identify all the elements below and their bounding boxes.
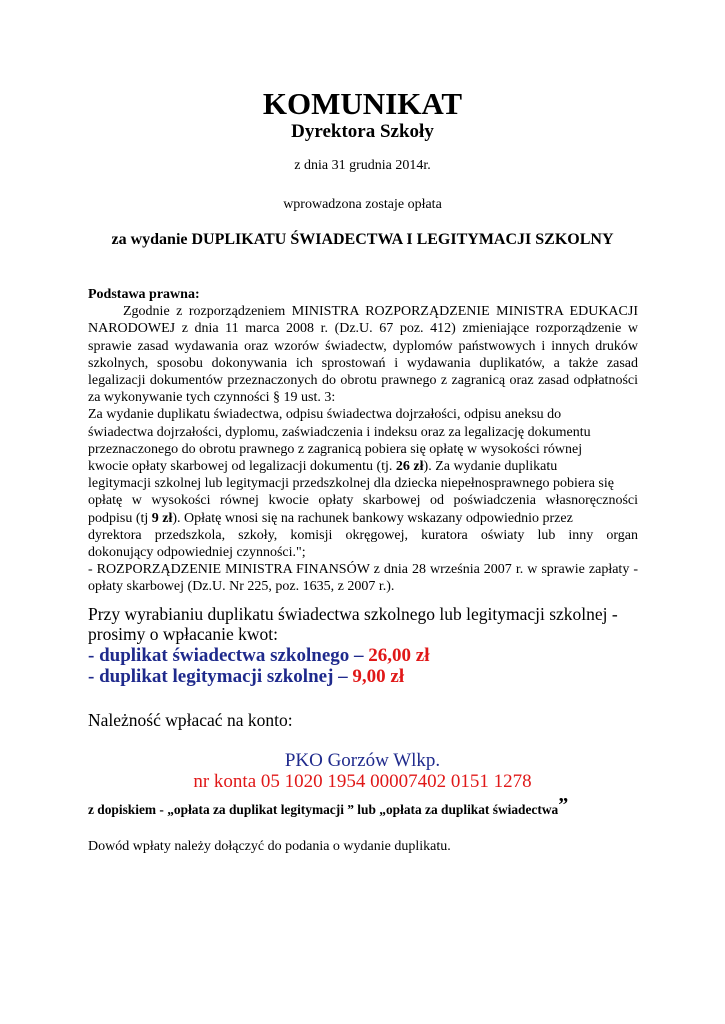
legal-line <box>88 510 638 527</box>
legal-line: legitymacji szkolnej lub legitymacji przedszkolnej dla dziecka niepełnosprawnego pobiera się <box>88 476 614 492</box>
intro-line: wprowadzona zostaje opłata <box>283 197 442 212</box>
legal-basis-section <box>88 286 638 596</box>
legal-paragraph-finance: - ROZPORZĄDZENIE MINISTRA FINANSÓW z dnia 28 września 2007 r. w sprawie zapłaty - opłaty skarbowej (Dz.U. Nr 225, poz. 1635, z 2007 r.). <box>88 562 638 595</box>
legal-line: przeznaczonego do obrotu prawnego z zagranicą pobiera się opłatę w wysokości równej <box>88 441 583 457</box>
legal-line <box>88 458 638 475</box>
account-label: Należność wpłacać na konto: <box>88 710 293 730</box>
payment-request-text: Przy wyrabianiu duplikatu świadectwa szkolnego lub legitymacji szkolnej - prosimy o wpłacanie kwot: <box>88 604 618 644</box>
legal-text: podpisu (tj <box>88 510 152 526</box>
legal-text: kwocie opłaty skarbowej od legalizacji dokumentu (tj. <box>88 459 396 475</box>
payment-note <box>88 794 569 819</box>
fee-item-price: 26,00 zł <box>368 645 430 666</box>
issue-date: z dnia 31 grudnia 2014r. <box>294 158 431 173</box>
fee-item-price: 9,00 zł <box>352 666 405 687</box>
page-subtitle: Dyrektora Szkoły <box>291 121 434 142</box>
legal-line: Za wydanie duplikatu świadectwa, odpisu świadectwa dojrzałości, odpisu aneksu do <box>88 407 562 423</box>
legal-line: świadectwa dojrzałości, dyplomu, zaświadczenia i indeksu oraz za legalizację dokumentu <box>88 424 591 440</box>
account-number: nr konta 05 1020 1954 00007402 0151 1278 <box>193 771 532 792</box>
footer-instruction: Dowód wpłaty należy dołączyć do podania o wydanie duplikatu. <box>88 839 451 854</box>
fee-amount-id-card: 9 zł <box>151 510 173 526</box>
payment-note-text: z dopiskiem - „opłata za duplikat legitymacji ” lub „opłata za duplikat świadectwa <box>88 802 559 817</box>
fee-item-label: - duplikat świadectwa szkolnego – <box>88 645 369 666</box>
legal-text: ). Za wydanie duplikatu <box>423 459 558 475</box>
closing-quote: ” <box>558 794 569 816</box>
fee-item-id-card <box>88 666 648 688</box>
page-title: KOMUNIKAT <box>262 86 463 121</box>
fee-item-certificate <box>88 645 648 667</box>
fee-title: za wydanie DUPLIKATU ŚWIADECTWA I LEGITYMACJI SZKOLNY <box>111 231 614 248</box>
payment-request <box>88 604 648 644</box>
legal-line: opłatę w wysokości równej kwocie opłaty skarbowej od poświadczenia własnoręczności <box>88 493 638 509</box>
fee-amount-certificate: 26 zł <box>395 459 424 475</box>
legal-line: dokonujący odpowiedniej czynności."; <box>88 545 306 561</box>
legal-text: ). Opłatę wnosi się na rachunek bankowy wskazany odpowiednio przez <box>172 510 573 526</box>
legal-basis-heading: Podstawa prawna: <box>88 287 200 302</box>
legal-paragraph-regulation: Zgodnie z rozporządzeniem MINISTRA ROZPORZĄDZENIE MINISTRA EDUKACJI NARODOWEJ z dnia 11 marca 2008 r. (Dz.U. 67 poz. 412) zmieniające rozporządzenie w sprawie zasad wydawania oraz wzorów świadectw, dyplomów państwowych i innych druków szkolnych, sposobu dokonywania ich sprostowań i wydawania duplikatów, a także zasad legalizacji dokumentów przeznaczonych do obrotu prawnego z zagranicą oraz zasad odpłatności za wykonywanie tych czynności § 19 ust. 3: <box>88 304 638 406</box>
bank-name: PKO Gorzów Wlkp. <box>284 750 441 771</box>
legal-line: dyrektora przedszkola, szkoły, komisji okręgowej, kuratora oświaty lub inny organ <box>88 527 638 543</box>
fee-item-label: - duplikat legitymacji szkolnej – <box>88 666 353 687</box>
